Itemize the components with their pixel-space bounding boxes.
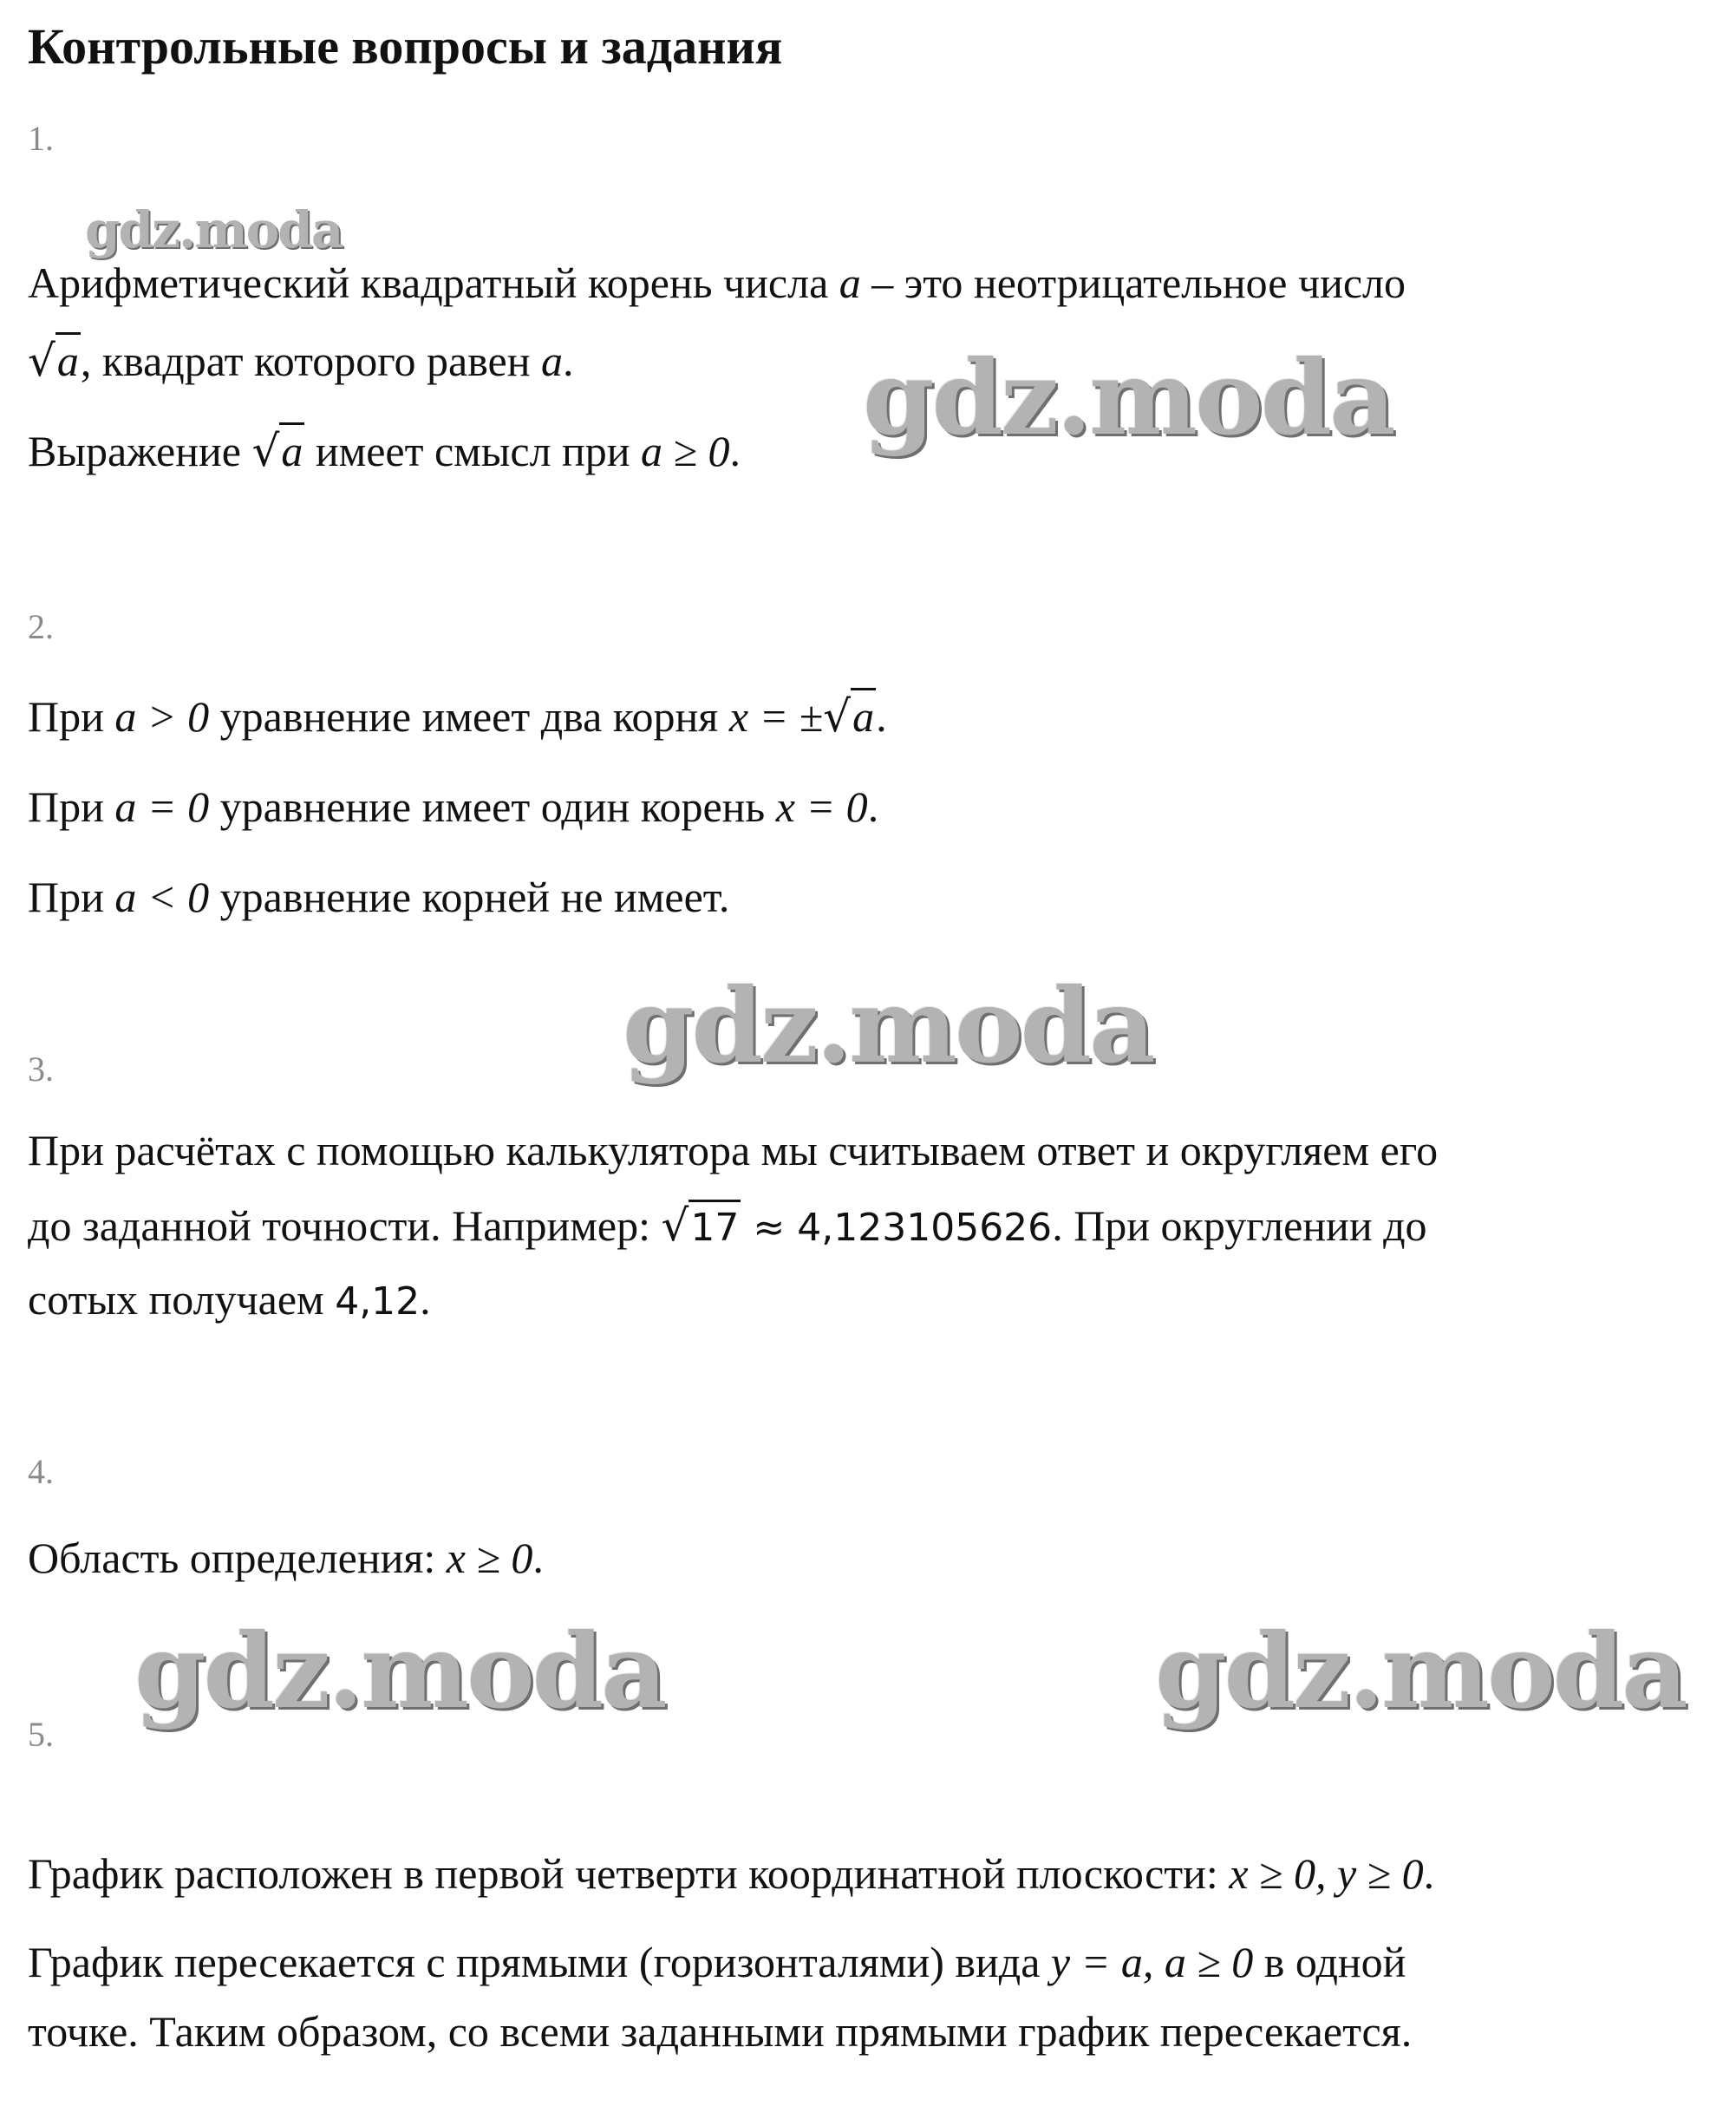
radical-sign: √ (251, 426, 280, 476)
text: При расчётах с помощью калькулятора мы считываем ответ и округляем его (28, 1126, 1439, 1174)
text: . (563, 337, 574, 385)
sqrt-expression (662, 1194, 741, 1257)
math-expression: a = 0 (114, 782, 210, 831)
text: При (28, 782, 115, 831)
text: Выражение (28, 427, 252, 475)
sqrt-expression (251, 420, 304, 482)
math-expression: x = 0 (775, 782, 868, 831)
radical-sign: √ (661, 1200, 689, 1251)
math-expression: ≈ 4,123105626 (741, 1206, 1053, 1250)
watermark: gdz.moda (623, 965, 1153, 1086)
text: сотых получаем (28, 1275, 336, 1324)
answer-5-line-3 (28, 2000, 1412, 2063)
answer-3-line-2 (28, 1194, 1427, 1259)
math-expression: a ≥ 0 (641, 427, 730, 475)
answer-3-line-3 (28, 1268, 431, 1333)
math-var: a (839, 258, 861, 307)
answer-5-line-2 (28, 1931, 1406, 1993)
math-expression: x ≥ 0, y ≥ 0 (1229, 1849, 1424, 1898)
question-number-1: 1. (28, 119, 54, 158)
text: Область определения: (28, 1534, 447, 1582)
text: , квадрат которого равен (80, 337, 542, 385)
sqrt-argument: a (55, 332, 81, 385)
text: . (420, 1275, 431, 1324)
text: . (532, 1534, 544, 1582)
sqrt-expression (823, 685, 876, 748)
answer-1-line-2 (28, 330, 574, 392)
text: в одной (1253, 1938, 1406, 1986)
question-number-5: 5. (28, 1715, 54, 1754)
text: График пересекается с прямыми (горизонталями) вида (28, 1938, 1051, 1986)
text: точке. Таким образом, со всеми заданными прямыми график пересекается. (28, 2007, 1413, 2056)
text: . (876, 692, 887, 741)
text: уравнение корней не имеет. (209, 873, 730, 921)
math-expression: a < 0 (114, 873, 210, 921)
text: . (867, 782, 879, 831)
answer-1-line-1 (28, 252, 1406, 314)
text: . (729, 427, 741, 475)
radical-sign: √ (28, 336, 55, 386)
text: Арифметический квадратный корень числа (28, 258, 839, 307)
text: . (1423, 1849, 1435, 1898)
sqrt-argument: a (851, 688, 876, 741)
watermark: gdz.moda (1155, 1611, 1686, 1731)
math-expression: 4,12 (335, 1279, 421, 1324)
question-number-2: 2. (28, 607, 54, 646)
watermark: gdz.moda (85, 200, 343, 259)
text: – это неотрицательное число (860, 258, 1406, 307)
watermark: gdz.moda (863, 337, 1393, 458)
math-expression: a > 0 (114, 692, 210, 741)
answer-1-line-3 (28, 420, 741, 482)
text: При (28, 692, 115, 741)
answer-5-line-1 (28, 1842, 1434, 1905)
answer-2-line-3 (28, 866, 729, 928)
watermark: gdz.moda (134, 1611, 665, 1731)
text: до заданной точности. Например: (28, 1201, 662, 1250)
math-var: a (541, 337, 564, 385)
page-title: Контрольные вопросы и задания (28, 18, 783, 75)
answer-3-line-1 (28, 1119, 1438, 1181)
math-expression: x = ± (728, 692, 824, 741)
math-expression: y = a, a ≥ 0 (1050, 1938, 1254, 1986)
text: уравнение имеет два корня (209, 692, 729, 741)
text: . При округлении до (1052, 1201, 1427, 1250)
sqrt-argument: a (279, 422, 304, 475)
sqrt-expression (28, 330, 81, 392)
question-number-4: 4. (28, 1452, 54, 1491)
text: При (28, 873, 115, 921)
radical-sign: √ (823, 691, 852, 742)
text: имеет смысл при (304, 427, 642, 475)
answer-2-line-1 (28, 685, 887, 748)
answer-2-line-2 (28, 775, 878, 838)
text: График расположен в первой четверти координатной плоскости: (28, 1849, 1230, 1898)
math-expression: x ≥ 0 (446, 1534, 533, 1582)
question-number-3: 3. (28, 1050, 54, 1089)
answer-4-line-1 (28, 1527, 544, 1589)
text: уравнение имеет один корень (209, 782, 776, 831)
sqrt-argument: 17 (689, 1200, 741, 1252)
